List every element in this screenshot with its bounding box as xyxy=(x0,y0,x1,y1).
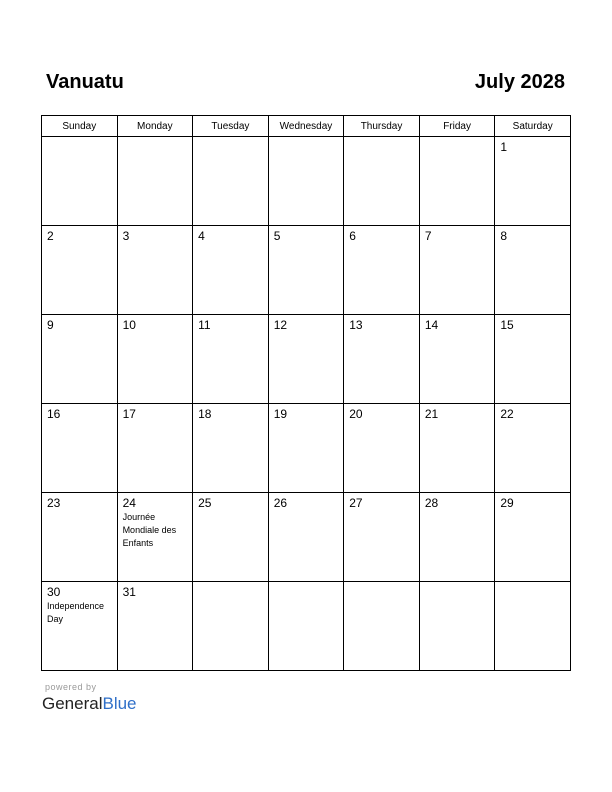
holiday-label: Journée Mondiale des Enfants xyxy=(122,512,177,548)
day-cell xyxy=(419,226,495,315)
weekday-thursday: Thursday xyxy=(344,116,420,137)
day-cell xyxy=(42,137,118,226)
month-year-title: July 2028 xyxy=(474,71,565,93)
day-cell xyxy=(268,404,344,493)
week-row xyxy=(42,226,571,315)
day-cell xyxy=(193,137,269,226)
day-number: 15 xyxy=(500,318,514,332)
day-cell xyxy=(42,493,118,582)
brand-general-text: General xyxy=(42,694,103,713)
day-cell xyxy=(495,493,571,582)
day-cell xyxy=(419,582,495,671)
day-number: 17 xyxy=(122,407,136,421)
day-cell xyxy=(344,226,420,315)
weekday-tuesday: Tuesday xyxy=(193,116,269,137)
day-number: 27 xyxy=(349,496,363,510)
day-number: 16 xyxy=(47,407,61,421)
day-number: 18 xyxy=(198,407,212,421)
day-cell xyxy=(117,493,193,582)
day-cell xyxy=(117,315,193,404)
generalblue-logo[interactable] xyxy=(42,694,137,714)
day-number: 1 xyxy=(500,140,508,154)
day-cell xyxy=(344,137,420,226)
day-cell xyxy=(419,404,495,493)
day-number: 2 xyxy=(47,229,54,243)
country-title: Vanuatu xyxy=(46,71,124,93)
day-cell xyxy=(193,315,269,404)
day-number: 28 xyxy=(424,496,439,510)
day-number: 3 xyxy=(122,229,130,243)
day-number: 25 xyxy=(198,496,212,510)
day-number: 19 xyxy=(273,407,288,421)
day-cell xyxy=(344,315,420,404)
week-row xyxy=(42,493,571,582)
day-cell xyxy=(117,226,193,315)
day-cell xyxy=(117,137,193,226)
day-number: 14 xyxy=(424,318,439,332)
day-cell xyxy=(193,404,269,493)
week-row xyxy=(42,582,571,671)
day-number: 9 xyxy=(47,318,54,332)
day-number: 4 xyxy=(198,229,205,243)
weekday-saturday: Saturday xyxy=(495,116,571,137)
weekday-friday: Friday xyxy=(419,116,495,137)
day-cell xyxy=(419,315,495,404)
day-cell xyxy=(193,226,269,315)
day-cell xyxy=(495,582,571,671)
day-number: 31 xyxy=(122,585,136,599)
day-cell xyxy=(268,226,344,315)
day-cell xyxy=(268,137,344,226)
calendar-body xyxy=(42,137,571,671)
brand-blue-text: Blue xyxy=(102,694,137,713)
day-cell xyxy=(344,404,420,493)
day-cell xyxy=(193,493,269,582)
day-number: 6 xyxy=(349,229,356,243)
day-number: 8 xyxy=(500,229,508,243)
day-number: 26 xyxy=(273,496,288,510)
day-number: 21 xyxy=(424,407,439,421)
week-row xyxy=(42,315,571,404)
day-number: 13 xyxy=(349,318,363,332)
day-number: 7 xyxy=(424,229,432,243)
day-cell xyxy=(42,226,118,315)
day-cell xyxy=(42,315,118,404)
day-number: 5 xyxy=(273,229,281,243)
day-cell xyxy=(419,493,495,582)
day-cell xyxy=(117,404,193,493)
day-number: 11 xyxy=(198,318,211,332)
day-number: 12 xyxy=(273,318,288,332)
day-cell xyxy=(42,404,118,493)
day-number: 30 xyxy=(47,585,61,599)
day-cell xyxy=(495,226,571,315)
powered-by-label: powered by xyxy=(45,682,97,692)
day-cell xyxy=(419,137,495,226)
day-cell xyxy=(495,137,571,226)
day-cell xyxy=(344,493,420,582)
day-number: 20 xyxy=(349,407,363,421)
day-cell xyxy=(268,315,344,404)
calendar-grid xyxy=(41,115,571,671)
day-cell xyxy=(344,582,420,671)
day-cell xyxy=(42,582,118,671)
weekday-wednesday: Wednesday xyxy=(268,116,344,137)
week-row xyxy=(42,404,571,493)
day-cell xyxy=(268,582,344,671)
day-number: 29 xyxy=(500,496,514,510)
day-number: 24 xyxy=(122,496,136,510)
day-cell xyxy=(495,404,571,493)
weekday-sunday: Sunday xyxy=(42,116,118,137)
weekday-monday: Monday xyxy=(117,116,193,137)
day-number: 22 xyxy=(500,407,514,421)
day-number: 23 xyxy=(47,496,61,510)
weekday-header-row xyxy=(42,116,571,137)
day-cell xyxy=(495,315,571,404)
day-cell xyxy=(117,582,193,671)
day-cell xyxy=(268,493,344,582)
week-row xyxy=(42,137,571,226)
holiday-label: Independence Day xyxy=(47,601,105,624)
day-cell xyxy=(193,582,269,671)
day-number: 10 xyxy=(122,318,136,332)
